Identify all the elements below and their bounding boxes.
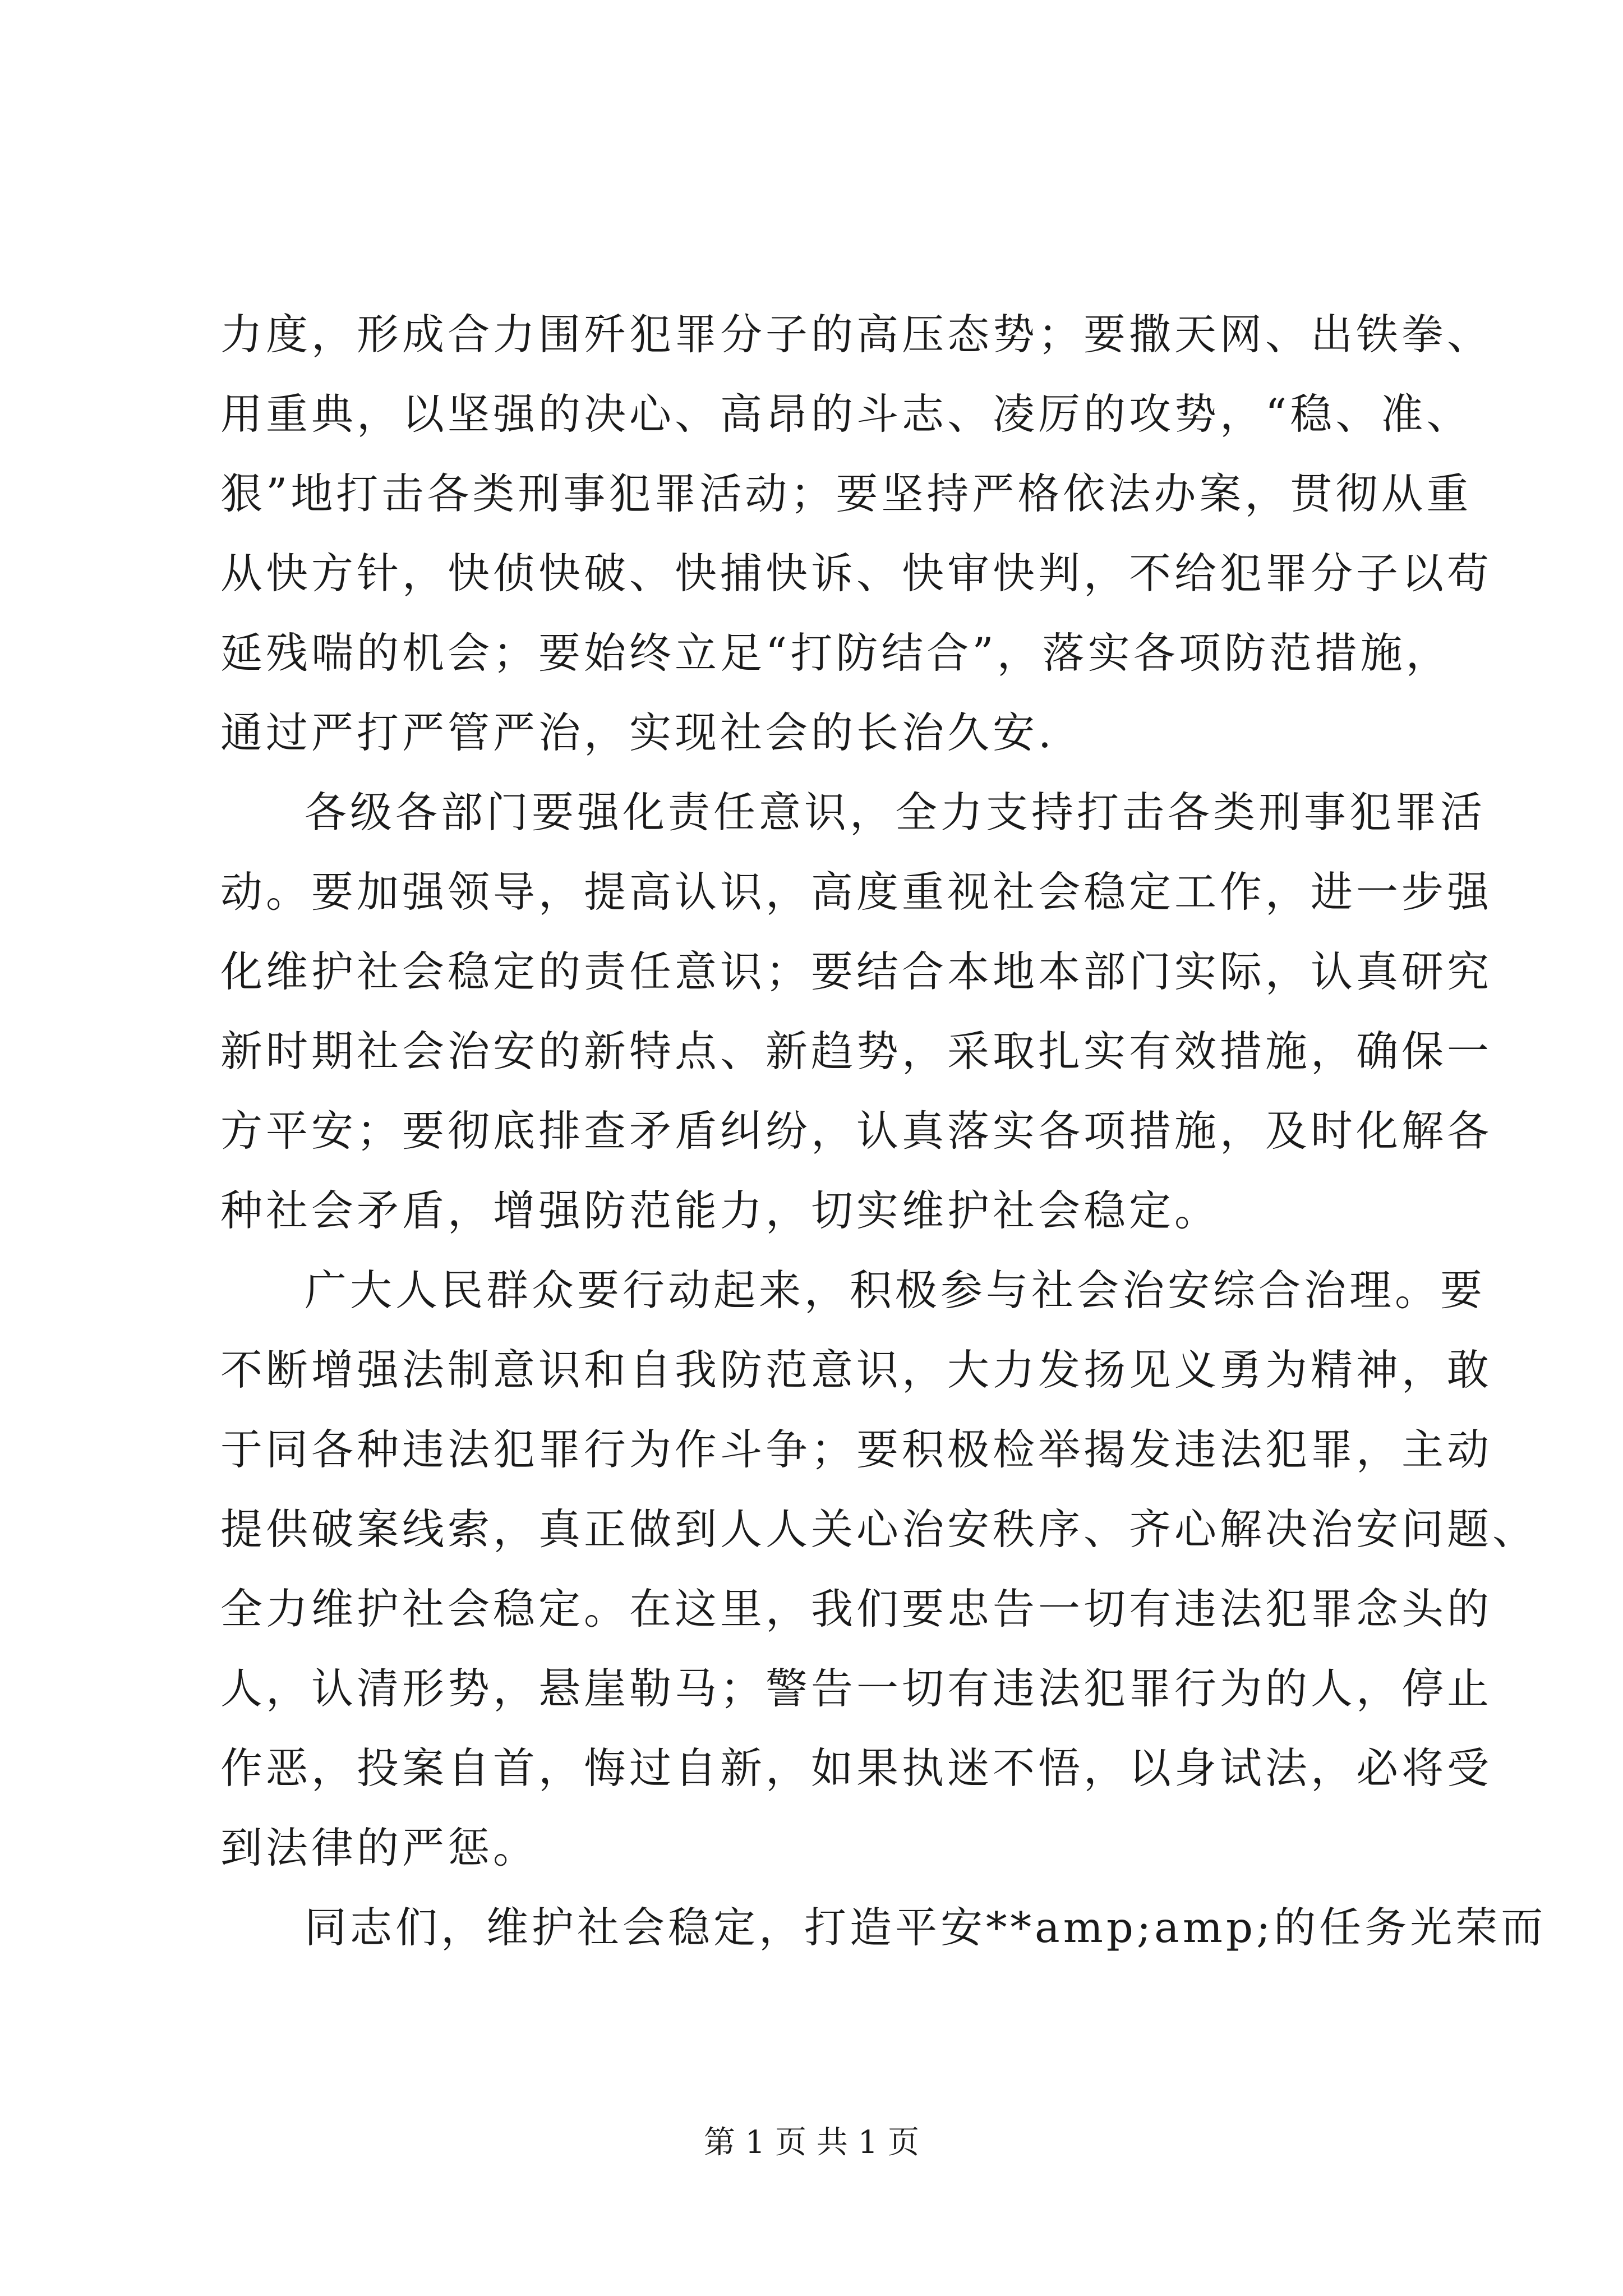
text-line: 方平安；要彻底排查矛盾纠纷，认真落实各项措施，及时化解各: [220, 1106, 1493, 1156]
text-line: 狠”地打击各类刑事犯罪活动；要坚持严格依法办案，贯彻从重: [220, 469, 1472, 518]
text-line: 于同各种违法犯罪行为作斗争；要积极检举揭发违法犯罪，主动: [220, 1425, 1493, 1474]
text-line: 延残喘的机会；要始终立足“打防结合”，落实各项防范措施，: [220, 628, 1451, 678]
text-line: 从快方针，快侦快破、快捕快诉、快审快判，不给犯罪分子以苟: [220, 549, 1493, 598]
text-line: 种社会矛盾，增强防范能力，切实维护社会稳定。: [220, 1186, 1220, 1235]
text-line: 新时期社会治安的新特点、新趋势，采取扎实有效措施，确保一: [220, 1027, 1493, 1076]
text-line: 化维护社会稳定的责任意识；要结合本地本部门实际，认真研究: [220, 947, 1493, 996]
text-line: 通过严打严管严治，实现社会的长治久安.: [220, 708, 1055, 757]
text-line: 不断增强法制意识和自我防范意识，大力发扬见义勇为精神，敢: [220, 1345, 1493, 1395]
text-line: 全力维护社会稳定。在这里，我们要忠告一切有违法犯罪念头的: [220, 1584, 1493, 1634]
text-line: 广大人民群众要行动起来，积极参与社会治安综合治理。要: [305, 1266, 1486, 1315]
text-line: 动。要加强领导，提高认识，高度重视社会稳定工作，进一步强: [220, 867, 1493, 917]
text-line: 同志们，维护社会稳定，打造平安**amp;amp;的任务光荣而: [305, 1903, 1547, 1952]
text-line: 作恶，投案自首，悔过自新，如果执迷不悟，以身试法，必将受: [220, 1743, 1493, 1793]
text-line: 力度，形成合力围歼犯罪分子的高压态势；要撒天网、出铁拳、: [220, 310, 1493, 359]
text-line: 到法律的严惩。: [220, 1823, 539, 1872]
page-number-label: 第 1 页 共 1 页: [703, 2124, 920, 2161]
body-text: [220, 295, 1547, 1967]
page-footer: [0, 2123, 1623, 2162]
text-line: 人，认清形势，悬崖勒马；警告一切有违法犯罪行为的人，停止: [220, 1664, 1493, 1713]
text-line: 各级各部门要强化责任意识，全力支持打击各类刑事犯罪活: [305, 788, 1486, 837]
text-line: 提供破案线索，真正做到人人关心治安秩序、齐心解决治安问题、: [220, 1504, 1538, 1554]
text-line: 用重典，以坚强的决心、高昂的斗志、凌厉的攻势，“稳、准、: [220, 389, 1472, 439]
